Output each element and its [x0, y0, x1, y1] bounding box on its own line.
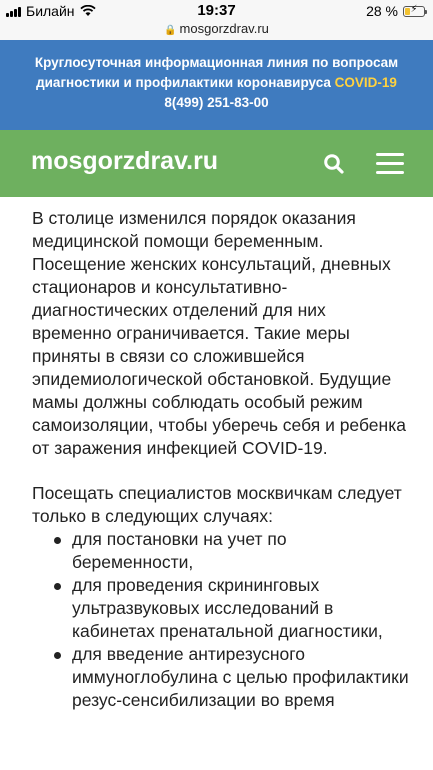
menu-icon[interactable]: [376, 153, 404, 173]
charging-bolt-icon: ⚡: [410, 3, 418, 15]
article-paragraph-2: Посещать специалистов москвичкам следует только в следующих случаях:: [32, 483, 402, 526]
hotline-line1: Круглосуточная информационная линия по вопросам: [34, 55, 399, 70]
address-bar[interactable]: [0, 21, 433, 36]
covid-hotline-banner[interactable]: [0, 40, 433, 130]
site-logo[interactable]: mosgorzdrav.ru: [31, 147, 219, 175]
hotline-line2: [0, 73, 433, 93]
hotline-covid-label: COVID-19: [334, 75, 397, 90]
article-paragraph-1: В столице изменился порядок оказания медицинской помощи беременным. Посещение женских консультаций, дневных стационаров и консультативно-диагностических отделений для них временно ограничивается. Такие меры приняты в связи со сложившейся эпидемиологической обстановкой. Будущие мамы должны соблюдать особый режим самоизоляции, чтобы уберечь себя и ребенка от заражения инфекцией COVID-19.: [32, 208, 406, 458]
visit-cases-list: [32, 528, 409, 712]
article-content: [0, 197, 433, 712]
search-icon[interactable]: [323, 153, 345, 175]
battery-icon: [403, 3, 425, 17]
battery-percent: 28 %: [366, 3, 398, 19]
lock-icon: 🔒: [164, 25, 177, 36]
hotline-line2-text: диагностики и профилактики коронавируса: [36, 75, 331, 90]
status-bar: [0, 0, 433, 40]
status-right: [366, 3, 425, 19]
address-url: mosgorzdrav.ru: [179, 21, 269, 36]
site-header: [0, 130, 433, 197]
list-item: для проведения скрининговых ультразвуковых исследований в кабинетах пренатальной диагностики,: [72, 574, 409, 643]
list-item: для введение антирезусного иммуноглобулина с целью профилактики резус-сенсибилизации во время: [72, 644, 409, 710]
carrier-name: Билайн: [26, 3, 75, 19]
list-item: для постановки на учет по беременности,: [72, 528, 409, 574]
hotline-phone[interactable]: 8(499) 251-83-00: [164, 95, 269, 110]
status-time: 19:37: [197, 2, 236, 19]
